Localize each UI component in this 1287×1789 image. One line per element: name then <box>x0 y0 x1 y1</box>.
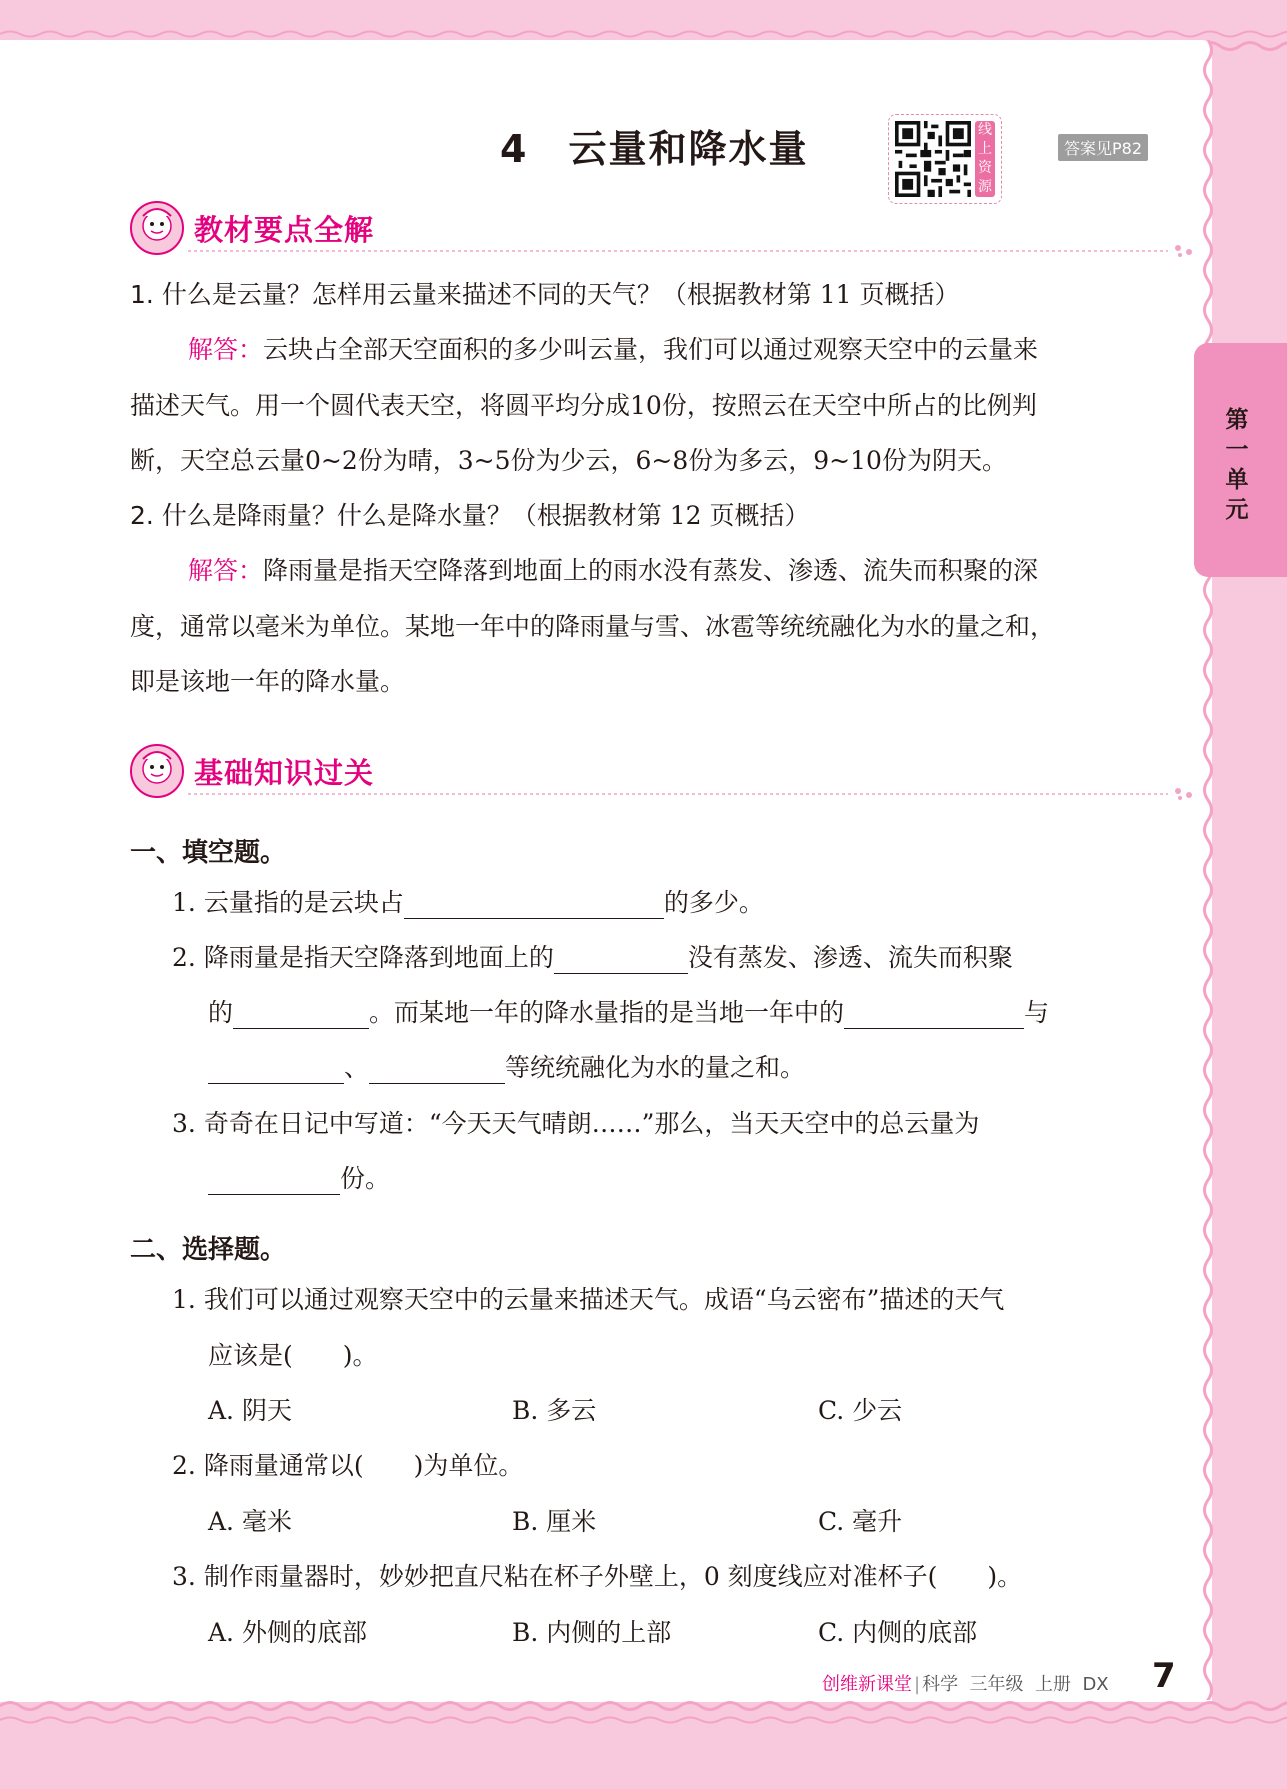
question-2: 2. 什么是降雨量？什么是降水量？（根据教材第 12 页概括） <box>130 501 810 530</box>
choice-option[interactable]: A. 毫米 <box>208 1507 292 1536</box>
answer-label: 解答： <box>188 556 264 585</box>
answer-2-line-3: 即是该地一年的降水量。 <box>130 667 406 696</box>
answer-label: 解答： <box>188 335 264 364</box>
section-divider <box>188 787 1198 801</box>
choice-option[interactable]: A. 阴天 <box>208 1396 292 1425</box>
answer-2-line-2: 度，通常以毫米为单位。某地一年中的降雨量与雪、冰雹等统统融化为水的量之和， <box>130 612 1056 641</box>
answer-2-line-1: 解答：降雨量是指天空降落到地面上的雨水没有蒸发、渗透、流失而积聚的深 <box>188 556 1039 585</box>
choice-option[interactable]: C. 毫升 <box>818 1507 903 1536</box>
footer-subject: 科学 <box>922 1674 959 1695</box>
answer-1-line-1: 解答：云块占全部天空面积的多少叫云量，我们可以通过观察天空中的云量来 <box>188 335 1039 364</box>
section-title: 教材要点全解 <box>194 213 375 247</box>
choice-item-2: 2. 降雨量通常以( )为单位。 <box>172 1451 524 1480</box>
fill-item-1: 1. 云量指的是云块占 的多少。 <box>172 888 764 917</box>
unit-side-tab-label: 第一单元 <box>1225 407 1249 523</box>
cartoon-mascot-icon <box>128 743 186 799</box>
answer-blank[interactable] <box>369 1055 505 1084</box>
fill-item-2-line-3: 、 等统统融化为水的量之和。 <box>208 1052 805 1084</box>
fill-item-3-line-2: 份。 <box>208 1163 390 1195</box>
wavy-border-right <box>1196 40 1220 1700</box>
unit-side-tab <box>1194 343 1287 577</box>
fill-item-2-line-1: 2. 降雨量是指天空降落到地面上的 没有蒸发、渗透、流失而积聚 <box>172 943 1013 972</box>
footer-edition: DX <box>1082 1674 1109 1695</box>
section-divider <box>188 244 1198 258</box>
answer-blank[interactable] <box>208 1166 340 1195</box>
choice-option[interactable]: B. 多云 <box>512 1396 597 1425</box>
part-title-fill-in: 一、填空题。 <box>130 838 287 868</box>
choice-item-1-line-1: 1. 我们可以通过观察天空中的云量来描述天气。成语“乌云密布”描述的天气 <box>172 1285 1005 1314</box>
choice-option[interactable]: B. 内侧的上部 <box>512 1618 672 1647</box>
answer-blank[interactable] <box>554 945 688 974</box>
footer-separator: | <box>914 1674 921 1695</box>
choice-item-3: 3. 制作雨量器时，妙妙把直尺粘在杯子外壁上，0 刻度线应对准杯子( )。 <box>172 1562 1023 1591</box>
page-number: 7 <box>1152 1656 1176 1696</box>
choice-option[interactable]: C. 内侧的底部 <box>818 1618 978 1647</box>
part-title-multiple-choice: 二、选择题。 <box>130 1235 287 1265</box>
answer-blank[interactable] <box>844 1000 1024 1029</box>
answer-1-line-2: 描述天气。用一个圆代表天空，将圆平均分成10份，按照云在天空中所占的比例判 <box>130 391 1037 420</box>
footer-info <box>822 1670 1109 1696</box>
choice-option[interactable]: B. 厘米 <box>512 1507 597 1536</box>
answer-blank[interactable] <box>233 1000 369 1029</box>
qr-label: 线上资源 <box>975 121 995 197</box>
choice-option[interactable]: C. 少云 <box>818 1396 903 1425</box>
footer-volume: 上册 <box>1034 1674 1071 1695</box>
title-row <box>0 118 1212 178</box>
choice-item-1-line-2: 应该是( )。 <box>208 1341 378 1370</box>
footer-grade: 三年级 <box>969 1674 1024 1695</box>
answer-reference-badge: 答案见P82 <box>1058 134 1148 161</box>
section-header-basic-knowledge <box>128 743 1178 799</box>
online-resource-box[interactable] <box>888 114 1002 204</box>
answer-blank[interactable] <box>208 1055 344 1084</box>
choice-option[interactable]: A. 外侧的底部 <box>208 1618 367 1647</box>
wavy-border-bottom <box>0 1692 1287 1732</box>
answer-blank[interactable] <box>404 890 664 919</box>
section-header-key-points <box>128 200 1178 256</box>
footer-brand: 创维新课堂 <box>822 1674 912 1695</box>
question-1: 1. 什么是云量？怎样用云量来描述不同的天气？（根据教材第 11 页概括） <box>130 280 960 309</box>
fill-item-2-line-2: 的 。而某地一年的降水量指的是当地一年中的 与 <box>208 998 1050 1027</box>
lesson-title: 4 云量和降水量 <box>500 127 809 171</box>
answer-1-line-3: 断，天空总云量0~2份为晴，3~5份为少云，6~8份为多云，9~10份为阴天。 <box>130 446 1007 475</box>
qr-code-icon[interactable] <box>895 121 971 197</box>
section-title: 基础知识过关 <box>194 756 375 790</box>
fill-item-3-line-1: 3. 奇奇在日记中写道：“今天天气晴朗……”那么，当天天空中的总云量为 <box>172 1109 980 1138</box>
cartoon-mascot-icon <box>128 200 186 256</box>
